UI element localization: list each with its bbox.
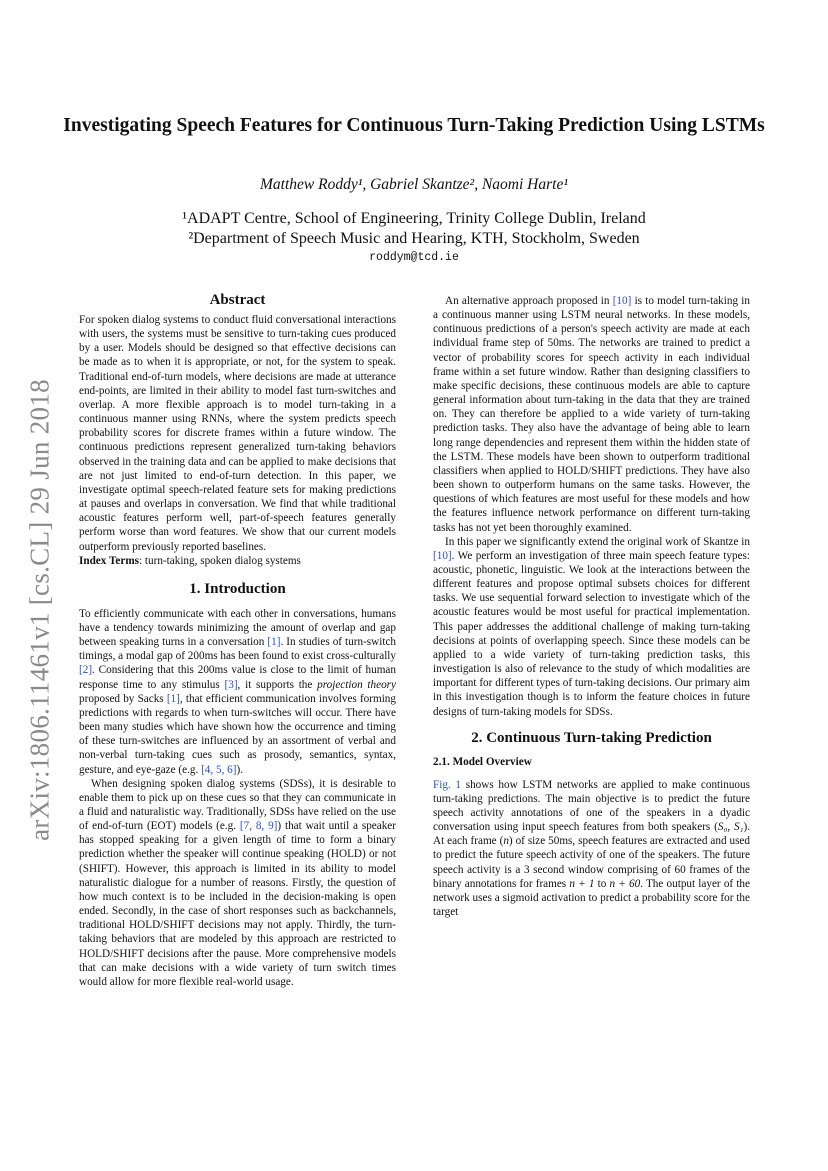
citation-link[interactable]: [10] [433,549,452,562]
intro-paragraph-2: When designing spoken dialog systems (SDSs), it is desirable to enable them to pick up on these cues so that they can communicate in a fluid and naturalistic way. Traditionally, SDSs have relied on the use of end-of-turn (EOT) models (e.g. [7, 8, 9]) that wait until a speaker has stopped speaking for a given length of time to form a binary prediction whether the speaker will continue speaking (HOLD) or not (SHIFT). However, this approach is limited in its ability to model naturalistic dialogue for a number of reasons. Firstly, the question of how much context is to be included in the decision-making is open ended. Secondly, in the case of short responses such as backchannels, traditional HOLD/SHIFT decisions may not apply. Thirdly, the turn-taking behaviors that are modeled by this approach are restricted to HOLD/SHIFT decisions after the pause. More comprehensive models that can make decisions with a wide variety of turn switch times would allow for more flexible real-world usage. [79,777,397,988]
intro-paragraph-1: To efficiently communicate with each other in conversations, humans have a tendency towards minimizing the amount of overlap and gap between speaking turns in a conversation [1]. In studies of turn-switch timings, a modal gap of 200ms has been found to exist cross-culturally [2]. Considering that this 200ms value is close to the limit of human response time to any stimulus [3], it supports the projection theory proposed by Sacks [1], that efficient communication involves forming predictions with regards to when turn-switches will occur. There have been many studies which have shown how the occurrence and timing of these turn-switches are influenced by an assortment of verbal and non-verbal turn-taking cues such as prosody, semantics, syntax, gesture, and eye-gaze (e.g. [4, 5, 6]). [79,607,396,776]
intro-paragraph-3: An alternative approach proposed in [10] is to model turn-taking in a continuous manner using LSTM neural networks. In these models, continuous predictions of a person's speech activity are made at each individual frame step of 50ms. The networks are trained to predict a vector of probability scores for speech activity in each individual frame within a set future window. Rather than designing classifiers to make specific decisions, these continuous models are able to capture general information about turn-taking in the data that they are trained on. They can therefore be applied to a wide variety of turn-taking prediction tasks. They also have the advantage of being able to learn long range dependencies and represent them within the hidden state of the LSTM. These models have been shown to outperform traditional classifiers when applied to HOLD/SHIFT predictions. They have also been shown to outperform humans on the same tasks. However, the questions of which features are most useful for these models and how the features influence network performance on different turn-taking tasks has not yet been thoroughly examined. [433,295,750,534]
abstract-text: For spoken dialog systems to conduct fluid conversational interactions with users, the systems must be sensitive to turn-taking cues produced by a user. Models should be designed so that effective decisions can be made as to when it is appropriate, or not, for the system to speak. Traditional end-of-turn models, where decisions are made at utterance end-points, are limited in their ability to model fast turn-switches and overlap. A more flexible approach is to model turn-taking in a continuous manner using RNNs, where the system predicts speech probability scores for discrete frames within a future window. The continuous predictions represent generalized turn-taking behaviors observed in the training data and can be applied to make decisions that are not just limited to end-of-turn detection. In this paper, we investigate optimal speech-related feature sets for making predictions at pauses and overlaps in conversation. We find that while traditional acoustic features perform well, part-of-speech features generally perform worse than word features. We show that our current models outperform previously reported baselines. [79,314,396,553]
citation-link[interactable]: [2] [79,664,93,677]
left-column [79,291,396,989]
introduction-heading: 1. Introduction [189,580,286,597]
citation-link[interactable]: [3] [224,678,238,691]
citation-link[interactable]: [7, 8, 9] [239,820,278,833]
figure-link[interactable]: Fig. 1 [433,778,462,791]
index-terms [79,554,396,568]
right-column [433,294,750,919]
arxiv-stamp [20,350,60,870]
contact-email[interactable]: roddym@tcd.ie [369,251,459,264]
affiliations [60,209,768,249]
citation-link[interactable]: [4, 5, 6] [201,763,237,776]
section-2-paragraph-1: Fig. 1 shows how LSTM networks are applied to make continuous turn-taking predictions. The main objective is to predict the future speech activity annotations of one of the speakers in a dyadic conversation using input speech features from both speakers (S₀, S₁). At each frame (n) of size 50ms, speech features are extracted and used to predict the future speech activity of one of the speakers. The future speech activity is a 3 second window comprising of 60 frames of the binary annotations for frames n + 1 to n + 60. The output layer of the network uses a sigmoid activation to predict a probability score for the target [433,778,750,919]
affiliation-1: ¹ADAPT Centre, School of Engineering, Trinity College Dublin, Ireland [182,210,646,227]
subsection-2-1-heading: 2.1. Model Overview [433,755,532,768]
abstract-heading: Abstract [209,292,266,308]
citation-link[interactable]: [1] [267,636,281,649]
affiliation-2: ²Department of Speech Music and Hearing, KTH, Stockholm, Sweden [188,230,640,247]
citation-link[interactable]: [10] [612,295,632,307]
arxiv-stamp-text: arXiv:1806.11461v1 [cs.CL] 29 Jun 2018 [24,379,55,841]
paper-title: Investigating Speech Features for Continuous Turn-Taking Prediction Using LSTMs [63,115,765,136]
index-terms-text: : turn-taking, spoken dialog systems [139,554,301,567]
author-list: Matthew Roddy¹, Gabriel Skantze², Naomi Harte¹ [260,176,568,193]
index-terms-label: Index Terms [79,554,139,567]
citation-link[interactable]: [1] [166,692,180,705]
section-2-heading: 2. Continuous Turn-taking Prediction [471,729,712,746]
emphasis-text: projection theory [317,678,396,691]
intro-paragraph-4: In this paper we significantly extend the original work of Skantze in [10]. We perform an investigation of three main speech feature types: acoustic, phonetic, linguistic. We look at the interactions between the different features and propose optimal subsets choices for different tasks. We use sequential forward selection to investigate which of the acoustic features would be most useful for practical implementation. This paper addresses the additional challenge of making turn-taking decisions at points of overlapping speech. Since these models can be applied to a wide variety of turn-taking prediction tasks, this investigation is also of relevance to the study of which modalities are important for different types of turn-taking decisions. Our primary aim in this investigation though is to inform the feature choices in future designs of turn-taking models for SDSs. [433,535,750,718]
